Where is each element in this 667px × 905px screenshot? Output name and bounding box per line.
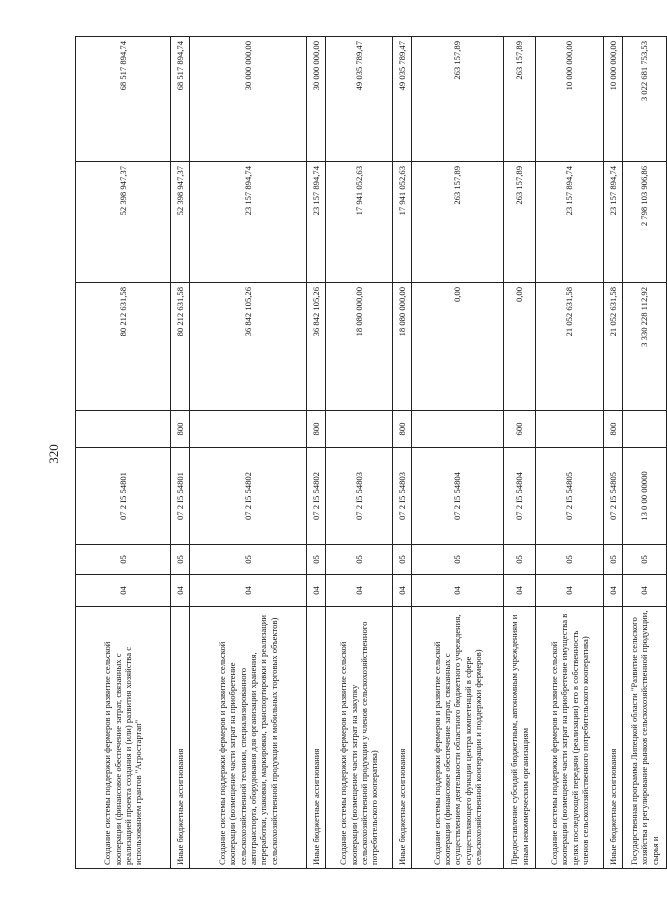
- amount-year-1: 80 212 631,58: [171, 283, 190, 411]
- subsection-code: 05: [171, 545, 190, 575]
- section-code: 04: [307, 575, 326, 607]
- row-name: Создание системы поддержки фермеров и развитие сельской кооперации (возмещение части затрат на приобретение сельскохозяйственной техники, специализированного автотранспорта, оборудования для организации хранения, переработки, упаковки, маркировки, транспортировки и реализации сельскохозяйственной продукции и мобильных торговых объектов): [190, 607, 307, 869]
- table-row: [326, 37, 393, 869]
- row-name: Иные бюджетные ассигнования: [307, 607, 326, 869]
- table-row: [536, 37, 604, 869]
- target-article: 07 2 I5 54802: [190, 448, 307, 545]
- row-name: Государственная программа Липецкой области "Развитие сельского хозяйства и регулирование рынков сельскохозяйственной продукции, сырья и: [623, 607, 667, 869]
- amount-year-3: 30 000 000,00: [307, 37, 326, 162]
- target-article: 07 2 I5 54803: [393, 448, 412, 545]
- table-row: [623, 37, 667, 869]
- amount-year-2: 263 157,89: [412, 162, 504, 283]
- expense-type: [536, 411, 604, 448]
- amount-year-2: 17 941 052,63: [393, 162, 412, 283]
- amount-year-1: 0,00: [412, 283, 504, 411]
- expense-type: [76, 411, 171, 448]
- amount-year-1: 3 330 228 112,92: [623, 283, 667, 411]
- amount-year-2: 263 157,89: [504, 162, 536, 283]
- target-article: 07 2 I5 54801: [76, 448, 171, 545]
- expense-type: 800: [307, 411, 326, 448]
- target-article: 07 2 I5 54802: [307, 448, 326, 545]
- amount-year-1: 21 052 631,58: [604, 283, 623, 411]
- target-article: 07 2 I5 54805: [536, 448, 604, 545]
- amount-year-2: 17 941 052,63: [326, 162, 393, 283]
- amount-year-2: 23 157 894,74: [307, 162, 326, 283]
- table-row: [76, 37, 171, 869]
- subsection-code: 05: [326, 545, 393, 575]
- section-code: 04: [393, 575, 412, 607]
- table-row: [604, 37, 623, 869]
- row-name: Иные бюджетные ассигнования: [171, 607, 190, 869]
- budget-table: [75, 36, 667, 869]
- amount-year-2: 52 398 947,37: [76, 162, 171, 283]
- amount-year-1: 18 080 000,00: [326, 283, 393, 411]
- page-number: 320: [45, 444, 61, 464]
- table-row: [412, 37, 504, 869]
- expense-type: 800: [171, 411, 190, 448]
- table-row: [307, 37, 326, 869]
- target-article: 07 2 I5 54804: [412, 448, 504, 545]
- expense-type: [623, 411, 667, 448]
- expense-type: 800: [393, 411, 412, 448]
- amount-year-3: 263 157,89: [412, 37, 504, 162]
- table-row: [190, 37, 307, 869]
- expense-type: [412, 411, 504, 448]
- amount-year-3: 10 000 000,00: [536, 37, 604, 162]
- amount-year-2: 23 157 894,74: [190, 162, 307, 283]
- row-name: Предоставление субсидий бюджетным, автономным учреждениям и иным некоммерческим организациям: [504, 607, 536, 869]
- subsection-code: 05: [190, 545, 307, 575]
- subsection-code: 05: [623, 545, 667, 575]
- section-code: 04: [536, 575, 604, 607]
- section-code: 04: [623, 575, 667, 607]
- target-article: 07 2 I5 54803: [326, 448, 393, 545]
- amount-year-2: 23 157 894,74: [536, 162, 604, 283]
- section-code: 04: [504, 575, 536, 607]
- amount-year-2: 23 157 894,74: [604, 162, 623, 283]
- table-row: [393, 37, 412, 869]
- amount-year-3: 68 517 894,74: [171, 37, 190, 162]
- amount-year-3: 68 517 894,74: [76, 37, 171, 162]
- rotated-budget-table: [75, 37, 660, 869]
- table-row: [504, 37, 536, 869]
- subsection-code: 05: [504, 545, 536, 575]
- row-name: Иные бюджетные ассигнования: [393, 607, 412, 869]
- table-body: [76, 37, 667, 869]
- amount-year-1: 36 842 105,26: [190, 283, 307, 411]
- amount-year-3: 10 000 000,00: [604, 37, 623, 162]
- target-article: 07 2 I5 54804: [504, 448, 536, 545]
- section-code: 04: [190, 575, 307, 607]
- expense-type: 800: [604, 411, 623, 448]
- amount-year-1: 36 842 105,26: [307, 283, 326, 411]
- target-article: 07 2 I5 54805: [604, 448, 623, 545]
- row-name: Создание системы поддержки фермеров и развитие сельской кооперации (финансовое обеспечение затрат, связанных с реализацией проекта создания и (или) развития хозяйства с использованием грантов "Агростартап": [76, 607, 171, 869]
- subsection-code: 05: [536, 545, 604, 575]
- subsection-code: 05: [307, 545, 326, 575]
- expense-type: [326, 411, 393, 448]
- subsection-code: 05: [393, 545, 412, 575]
- amount-year-3: 49 035 789,47: [326, 37, 393, 162]
- amount-year-3: 3 022 681 753,53: [623, 37, 667, 162]
- subsection-code: 05: [76, 545, 171, 575]
- amount-year-1: 18 080 000,00: [393, 283, 412, 411]
- target-article: 13 0 00 00000: [623, 448, 667, 545]
- row-name: Создание системы поддержки фермеров и развитие сельской кооперации (возмещение части затрат на закупку сельскохозяйственной продукции у членов сельскохозяйственного потребительского кооператива): [326, 607, 393, 869]
- row-name: Создание системы поддержки фермеров и развитие сельской кооперации (возмещение части затрат на приобретение имущества в целях последующей передачи (реализации) его в собственность членов сельскохозяйственного потребительского кооператива): [536, 607, 604, 869]
- table-row: [171, 37, 190, 869]
- expense-type: 600: [504, 411, 536, 448]
- expense-type: [190, 411, 307, 448]
- amount-year-1: 21 052 631,58: [536, 283, 604, 411]
- amount-year-2: 2 798 103 906,86: [623, 162, 667, 283]
- section-code: 04: [604, 575, 623, 607]
- amount-year-1: 80 212 631,58: [76, 283, 171, 411]
- amount-year-3: 30 000 000,00: [190, 37, 307, 162]
- subsection-code: 05: [412, 545, 504, 575]
- section-code: 04: [76, 575, 171, 607]
- amount-year-3: 263 157,89: [504, 37, 536, 162]
- target-article: 07 2 I5 54801: [171, 448, 190, 545]
- row-name: Создание системы поддержки фермеров и развитие сельской кооперации (финансовое обеспечение затрат, связанных с осуществлением деятельности областного бюджетного учреждения, осуществляющего функции центра компетенций в сфере сельскохозяйственной кооперации и поддержки фермеров): [412, 607, 504, 869]
- section-code: 04: [326, 575, 393, 607]
- section-code: 04: [412, 575, 504, 607]
- subsection-code: 05: [604, 545, 623, 575]
- amount-year-3: 49 035 789,47: [393, 37, 412, 162]
- amount-year-1: 0,00: [504, 283, 536, 411]
- amount-year-2: 52 398 947,37: [171, 162, 190, 283]
- row-name: Иные бюджетные ассигнования: [604, 607, 623, 869]
- section-code: 04: [171, 575, 190, 607]
